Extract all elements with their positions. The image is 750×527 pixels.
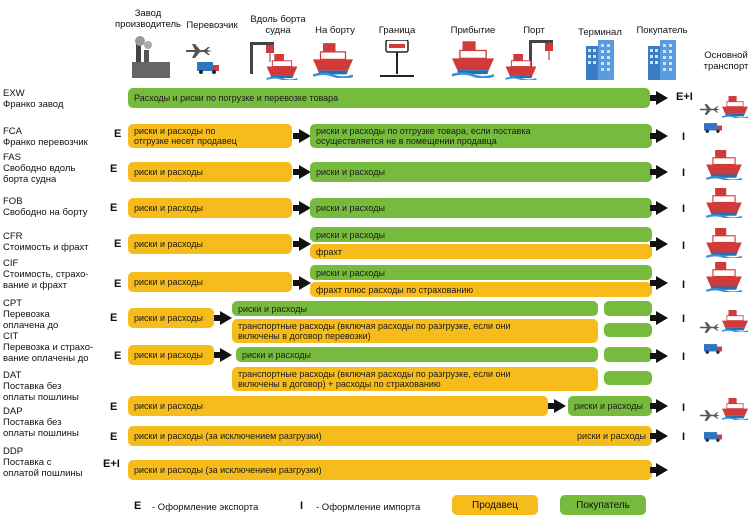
header-label: Покупатель	[636, 25, 688, 36]
mark-export: E	[110, 163, 118, 175]
building-icon	[648, 40, 676, 80]
header-label: Основной транспорт	[703, 50, 749, 72]
plane-icon	[700, 322, 720, 333]
row-title-cit	[3, 331, 93, 364]
row-title-exw	[3, 88, 63, 110]
mark-import: I	[682, 351, 686, 363]
mark-import: I	[682, 131, 686, 143]
ship-icon	[452, 40, 494, 78]
ship-icon	[722, 398, 748, 420]
incoterm-code: DDP	[3, 446, 24, 457]
ship-icon	[313, 42, 353, 78]
header-carrier	[186, 20, 237, 31]
header-terminal	[578, 27, 622, 38]
bar-label: риски и расходы (за исключением разгрузки)	[134, 431, 322, 441]
incoterm-name: Поставка без оплаты пошлины	[3, 417, 79, 439]
bar-dat-transport: транспортные расходы (включая расходы по разгрузке, если они включены в договор) + расходы по страхованию	[232, 367, 598, 391]
arrow-icon	[220, 311, 232, 325]
mark-import: I	[682, 240, 686, 252]
header-label: На борту	[315, 25, 355, 36]
row-title-fas	[3, 152, 75, 185]
bar-cif-buyer: риски и расходы	[310, 265, 652, 280]
incoterm-name: Франко перевозчик	[3, 137, 88, 148]
header-main-transport	[704, 50, 749, 72]
bar-label-end: риски и расходы	[577, 431, 646, 441]
arrow-icon	[220, 348, 232, 362]
ship-icon	[505, 54, 537, 80]
bar-cit-buyer-end	[604, 347, 652, 362]
header-label: Перевозчик	[186, 20, 238, 31]
bar-cpt-transport-end	[604, 323, 652, 337]
incoterm-name: Перевозка оплачена до	[3, 309, 59, 331]
mark-export: E	[114, 128, 122, 140]
incoterm-code: DAP	[3, 406, 23, 417]
bar-exw-buyer: Расходы и риски по погрузке и перевозке товара	[128, 88, 650, 108]
bar-cit-buyer: риски и расходы	[236, 347, 598, 362]
ship-icon	[706, 262, 742, 292]
header-buyer	[636, 25, 687, 36]
header-arrival	[451, 25, 496, 36]
legend-seller: Продавец	[452, 495, 538, 515]
arrow-icon	[656, 399, 668, 413]
header-onboard	[315, 25, 355, 36]
header-border	[379, 25, 415, 36]
building-icon	[586, 40, 614, 80]
ship-icon	[722, 96, 748, 118]
ship-icon	[706, 188, 742, 218]
arrow-icon	[656, 311, 668, 325]
mark-import: I	[682, 279, 686, 291]
mark-import: I	[682, 167, 686, 179]
header-factory	[115, 8, 181, 30]
incoterm-code: EXW	[3, 88, 25, 99]
mark-export: E	[114, 278, 122, 290]
mark-import: I	[682, 313, 686, 325]
mark-export: E	[110, 312, 118, 324]
bar-fob-buyer: риски и расходы	[310, 198, 652, 218]
mark-export: E	[114, 238, 122, 250]
header-label: Граница	[378, 25, 416, 36]
ship-icon	[722, 310, 748, 332]
bar-fca-seller: риски и расходы по отгрузке несет продавец	[128, 124, 292, 148]
truck-icon	[197, 62, 219, 74]
row-title-cfr	[3, 231, 89, 253]
mark-export: E	[110, 431, 118, 443]
ship-icon	[266, 54, 298, 80]
incoterm-name: Свободно на борту	[3, 207, 88, 218]
mark-export-import: E+I	[103, 458, 120, 470]
truck-icon	[704, 123, 722, 133]
legend-export-mark: E	[134, 500, 142, 512]
header-alongside	[250, 14, 305, 36]
arrow-icon	[656, 237, 668, 251]
incoterm-name: Стоимость, страхо- вание и фрахт	[3, 269, 89, 291]
arrow-icon	[554, 399, 566, 413]
header-label: Терминал	[578, 27, 622, 38]
arrow-icon	[656, 129, 668, 143]
header-label: Порт	[523, 25, 545, 36]
arrow-icon	[656, 201, 668, 215]
bar-dap-seller: риски и расходы	[128, 396, 548, 416]
mark-export: E	[114, 350, 122, 362]
header-label: Прибытие	[450, 25, 496, 36]
row-title-cif	[3, 258, 89, 291]
plane-icon	[700, 104, 720, 115]
mark-export: E	[110, 401, 118, 413]
mark-export: E	[110, 202, 118, 214]
header-label: Завод производитель	[115, 8, 181, 30]
bar-fas-buyer: риски и расходы	[310, 162, 652, 182]
arrow-icon	[656, 349, 668, 363]
bar-cpt-buyer: риски и расходы	[232, 301, 598, 316]
truck-icon	[704, 344, 722, 354]
bar-cif-seller: риски и расходы	[128, 272, 292, 292]
bar-dap-buyer: риски и расходы	[568, 396, 652, 416]
row-title-fob	[3, 196, 88, 218]
factory-icon	[132, 36, 170, 78]
incoterm-code: CPT	[3, 298, 22, 309]
border-sign-icon	[380, 40, 414, 80]
arrow-icon	[656, 463, 668, 477]
header-label: Вдоль борта судна	[250, 14, 306, 36]
bar-dat-end	[604, 371, 652, 385]
bar-cfr-seller: риски и расходы	[128, 234, 292, 254]
incoterm-name: Франко завод	[3, 99, 64, 110]
bar-cfr-buyer: риски и расходы	[310, 227, 652, 242]
incoterm-code: FAS	[3, 152, 21, 163]
incoterm-name: Поставка без оплаты пошлины	[3, 381, 79, 403]
bar-cpt-transport: транспортные расходы (включая расходы по разгрузке, если они включены в договор перевозки)	[232, 319, 598, 343]
legend-buyer: Покупатель	[560, 495, 646, 515]
bar-cfr-freight: фрахт	[310, 244, 652, 259]
bar-cpt-seller: риски и расходы	[128, 308, 214, 328]
incoterm-code: FCA	[3, 126, 22, 137]
bar-cit-seller: риски и расходы	[128, 345, 214, 365]
incoterm-code: CIF	[3, 258, 19, 269]
bar-cif-freight: фрахт плюс расходы по страхованию	[310, 282, 652, 297]
ship-icon	[706, 150, 742, 180]
truck-icon	[704, 432, 722, 442]
legend-export-label: - Оформление экспорта	[152, 502, 259, 513]
incoterm-code: CFR	[3, 231, 23, 242]
row-title-cpt	[3, 298, 58, 331]
row-title-ddp	[3, 446, 83, 479]
bar-cpt-buyer-end	[604, 301, 652, 316]
mark-import: I	[682, 203, 686, 215]
bar-dap2-seller	[128, 426, 652, 446]
mark-import: I	[682, 431, 686, 443]
row-title-fca	[3, 126, 88, 148]
incoterm-name: Поставка с оплатой пошлины	[3, 457, 83, 479]
legend-import-mark: I	[300, 500, 304, 512]
legend-import-label: - Оформление импорта	[316, 502, 421, 513]
bar-fca-buyer: риски и расходы по отгрузке товара, если поставка осуществляется не в помещении продавца	[310, 124, 652, 148]
bar-fas-seller: риски и расходы	[128, 162, 292, 182]
bar-fob-seller: риски и расходы	[128, 198, 292, 218]
plane-icon	[186, 44, 212, 58]
incoterm-name: Свободно вдоль борта судна	[3, 163, 76, 185]
mark-export-import: E+I	[676, 91, 693, 103]
incoterm-name: Перевозка и страхо- вание оплачены до	[3, 342, 94, 364]
arrow-icon	[656, 91, 668, 105]
bar-ddp-seller: риски и расходы (за исключением разгрузки)	[128, 460, 652, 480]
ship-icon	[706, 228, 742, 258]
row-title-dat	[3, 370, 79, 403]
arrow-icon	[656, 429, 668, 443]
plane-icon	[700, 410, 720, 421]
incoterm-name: Стоимость и фрахт	[3, 242, 89, 253]
incoterm-code: CIT	[3, 331, 19, 342]
arrow-icon	[656, 276, 668, 290]
incoterm-code: DAT	[3, 370, 22, 381]
incoterm-code: FOB	[3, 196, 23, 207]
arrow-icon	[656, 165, 668, 179]
header-port	[523, 25, 545, 36]
mark-import: I	[682, 402, 686, 414]
row-title-dap	[3, 406, 79, 439]
